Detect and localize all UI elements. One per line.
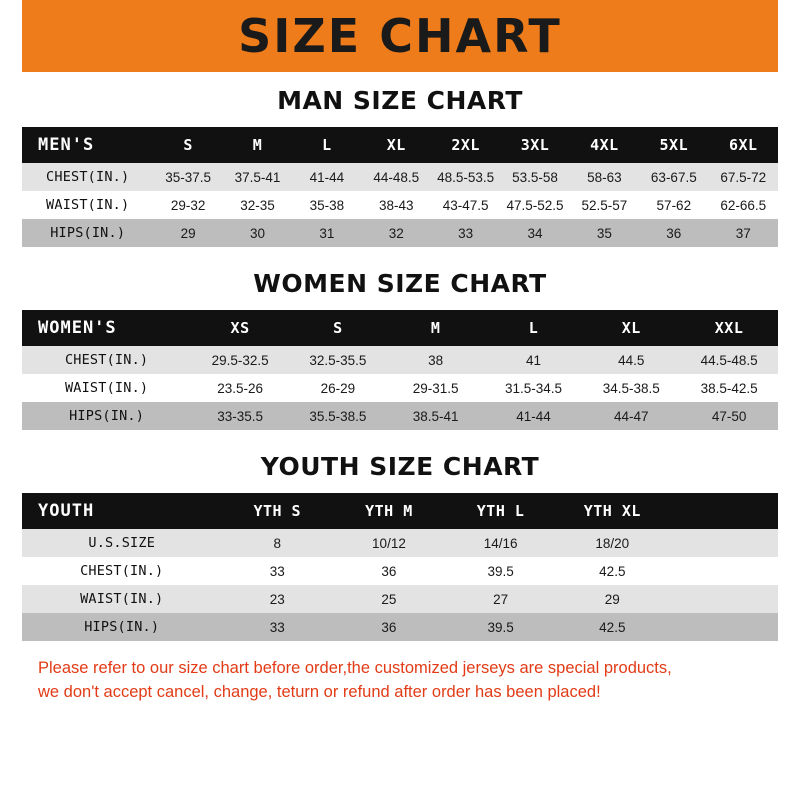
column-header: YTH S — [253, 502, 302, 520]
cell: 27 — [493, 591, 509, 607]
cell-spacer — [668, 557, 778, 585]
cell: 36 — [381, 563, 397, 579]
youth-size-table — [22, 493, 778, 641]
cell: 31 — [319, 225, 335, 241]
cell: 33 — [269, 619, 285, 635]
cell: 43-47.5 — [442, 197, 489, 213]
table-header-row — [22, 493, 778, 529]
cell: 36 — [666, 225, 682, 241]
table-row — [22, 585, 778, 613]
cell: 67.5-72 — [720, 169, 767, 185]
cell: 36 — [381, 619, 397, 635]
cell: 38-43 — [378, 197, 414, 213]
women-section-title: WOMEN SIZE CHART — [253, 269, 547, 298]
column-header: S — [333, 319, 343, 337]
cell: 29.5-32.5 — [211, 352, 269, 368]
cell: 39.5 — [487, 619, 514, 635]
header-left-spacer — [0, 0, 22, 72]
column-header: M — [252, 136, 263, 154]
cell: 34.5-38.5 — [602, 380, 660, 396]
cell: 14/16 — [483, 535, 518, 551]
cell: 18/20 — [595, 535, 630, 551]
column-header: 3XL — [520, 136, 550, 154]
column-header: MEN'S — [38, 135, 95, 155]
women-size-table — [22, 310, 778, 430]
man-section-title: MAN SIZE CHART — [277, 86, 523, 115]
column-header: XXL — [714, 319, 744, 337]
table-header-row — [22, 127, 778, 163]
table-row — [22, 374, 778, 402]
column-header: XL — [386, 136, 406, 154]
header-right-spacer — [778, 0, 800, 72]
cell: 37.5-41 — [234, 169, 281, 185]
column-header-spacer — [668, 493, 778, 529]
cell-spacer — [668, 585, 778, 613]
cell: 42.5 — [599, 619, 626, 635]
cell: 29 — [604, 591, 620, 607]
cell: 10/12 — [372, 535, 406, 551]
column-header: L — [322, 136, 332, 154]
cell: 48.5-53.5 — [437, 169, 495, 185]
header-band — [0, 0, 800, 72]
cell: 23 — [269, 591, 285, 607]
table-row — [22, 191, 778, 219]
table-row — [22, 529, 778, 557]
note-line-1: Please refer to our size chart before order,the customized jerseys are special products, — [38, 659, 672, 677]
cell: 38.5-41 — [412, 408, 459, 424]
cell: 33-35.5 — [217, 408, 263, 424]
row-label: CHEST(IN.) — [46, 169, 130, 185]
row-label: CHEST(IN.) — [64, 352, 149, 368]
row-label: HIPS(IN.) — [50, 225, 126, 241]
man-size-table — [22, 127, 778, 247]
cell: 29 — [180, 225, 196, 241]
cell: 38 — [428, 352, 444, 368]
order-policy-note — [38, 657, 762, 705]
cell: 58-63 — [587, 169, 622, 185]
cell: 44.5-48.5 — [700, 352, 758, 368]
column-header: S — [183, 136, 193, 154]
cell: 29-32 — [170, 197, 206, 213]
cell: 57-62 — [656, 197, 692, 213]
page-title: SIZE CHART — [238, 9, 562, 63]
cell: 52.5-57 — [581, 197, 628, 213]
column-header: YOUTH — [38, 501, 95, 521]
cell: 39.5 — [487, 563, 514, 579]
column-header: YTH L — [476, 502, 525, 520]
cell: 41-44 — [516, 408, 551, 424]
cell: 44.5 — [618, 352, 645, 368]
cell: 25 — [381, 591, 397, 607]
row-label: HIPS(IN.) — [69, 408, 145, 424]
column-header: YTH M — [365, 502, 413, 520]
cell: 38.5-42.5 — [700, 380, 758, 396]
cell: 32 — [388, 225, 404, 241]
cell: 33 — [269, 563, 285, 579]
cell: 32.5-35.5 — [309, 352, 367, 368]
cell: 29-31.5 — [412, 380, 459, 396]
cell: 35.5-38.5 — [309, 408, 367, 424]
table-row — [22, 346, 778, 374]
cell: 35-37.5 — [165, 169, 211, 185]
table-row — [22, 163, 778, 191]
cell: 44-47 — [614, 408, 649, 424]
cell: 53.5-58 — [512, 169, 558, 185]
table-row — [22, 219, 778, 247]
cell: 32-35 — [240, 197, 275, 213]
column-header: 5XL — [659, 136, 689, 154]
column-header: 4XL — [590, 136, 619, 154]
cell: 41 — [525, 352, 541, 368]
table-row — [22, 557, 778, 585]
table-row — [22, 613, 778, 641]
column-header: 6XL — [728, 136, 758, 154]
cell: 23.5-26 — [217, 380, 263, 396]
cell: 8 — [273, 535, 282, 551]
column-header: WOMEN'S — [38, 318, 117, 338]
cell: 63-67.5 — [650, 169, 697, 185]
column-header: XL — [621, 319, 641, 337]
column-header: 2XL — [451, 136, 480, 154]
column-header: YTH XL — [583, 502, 641, 520]
cell: 42.5 — [599, 563, 626, 579]
row-label: HIPS(IN.) — [84, 619, 160, 635]
table-header-row — [22, 310, 778, 346]
cell: 26-29 — [320, 380, 356, 396]
row-label: CHEST(IN.) — [80, 563, 164, 579]
cell: 62-66.5 — [720, 197, 767, 213]
cell-spacer — [668, 613, 778, 641]
cell: 35 — [596, 225, 612, 241]
column-header: L — [528, 319, 539, 337]
cell: 35-38 — [309, 197, 345, 213]
cell: 30 — [249, 225, 265, 241]
cell-spacer — [668, 529, 778, 557]
row-label: U.S.SIZE — [88, 535, 156, 551]
row-label: WAIST(IN.) — [64, 380, 149, 396]
cell: 47-50 — [711, 408, 747, 424]
cell: 47.5-52.5 — [506, 197, 564, 213]
cell: 37 — [735, 225, 751, 241]
column-header: XS — [230, 319, 250, 337]
table-row — [22, 402, 778, 430]
column-header: M — [430, 319, 441, 337]
row-label: WAIST(IN.) — [80, 591, 164, 607]
cell: 33 — [458, 225, 474, 241]
content — [0, 86, 800, 705]
row-label: WAIST(IN.) — [46, 197, 130, 213]
note-line-2: we don't accept cancel, change, teturn or refund after order has been placed! — [38, 682, 601, 701]
cell: 31.5-34.5 — [504, 380, 562, 396]
cell: 34 — [527, 225, 543, 241]
cell: 41-44 — [309, 169, 345, 185]
youth-section-title: YOUTH SIZE CHART — [260, 452, 540, 481]
cell: 44-48.5 — [373, 169, 420, 185]
